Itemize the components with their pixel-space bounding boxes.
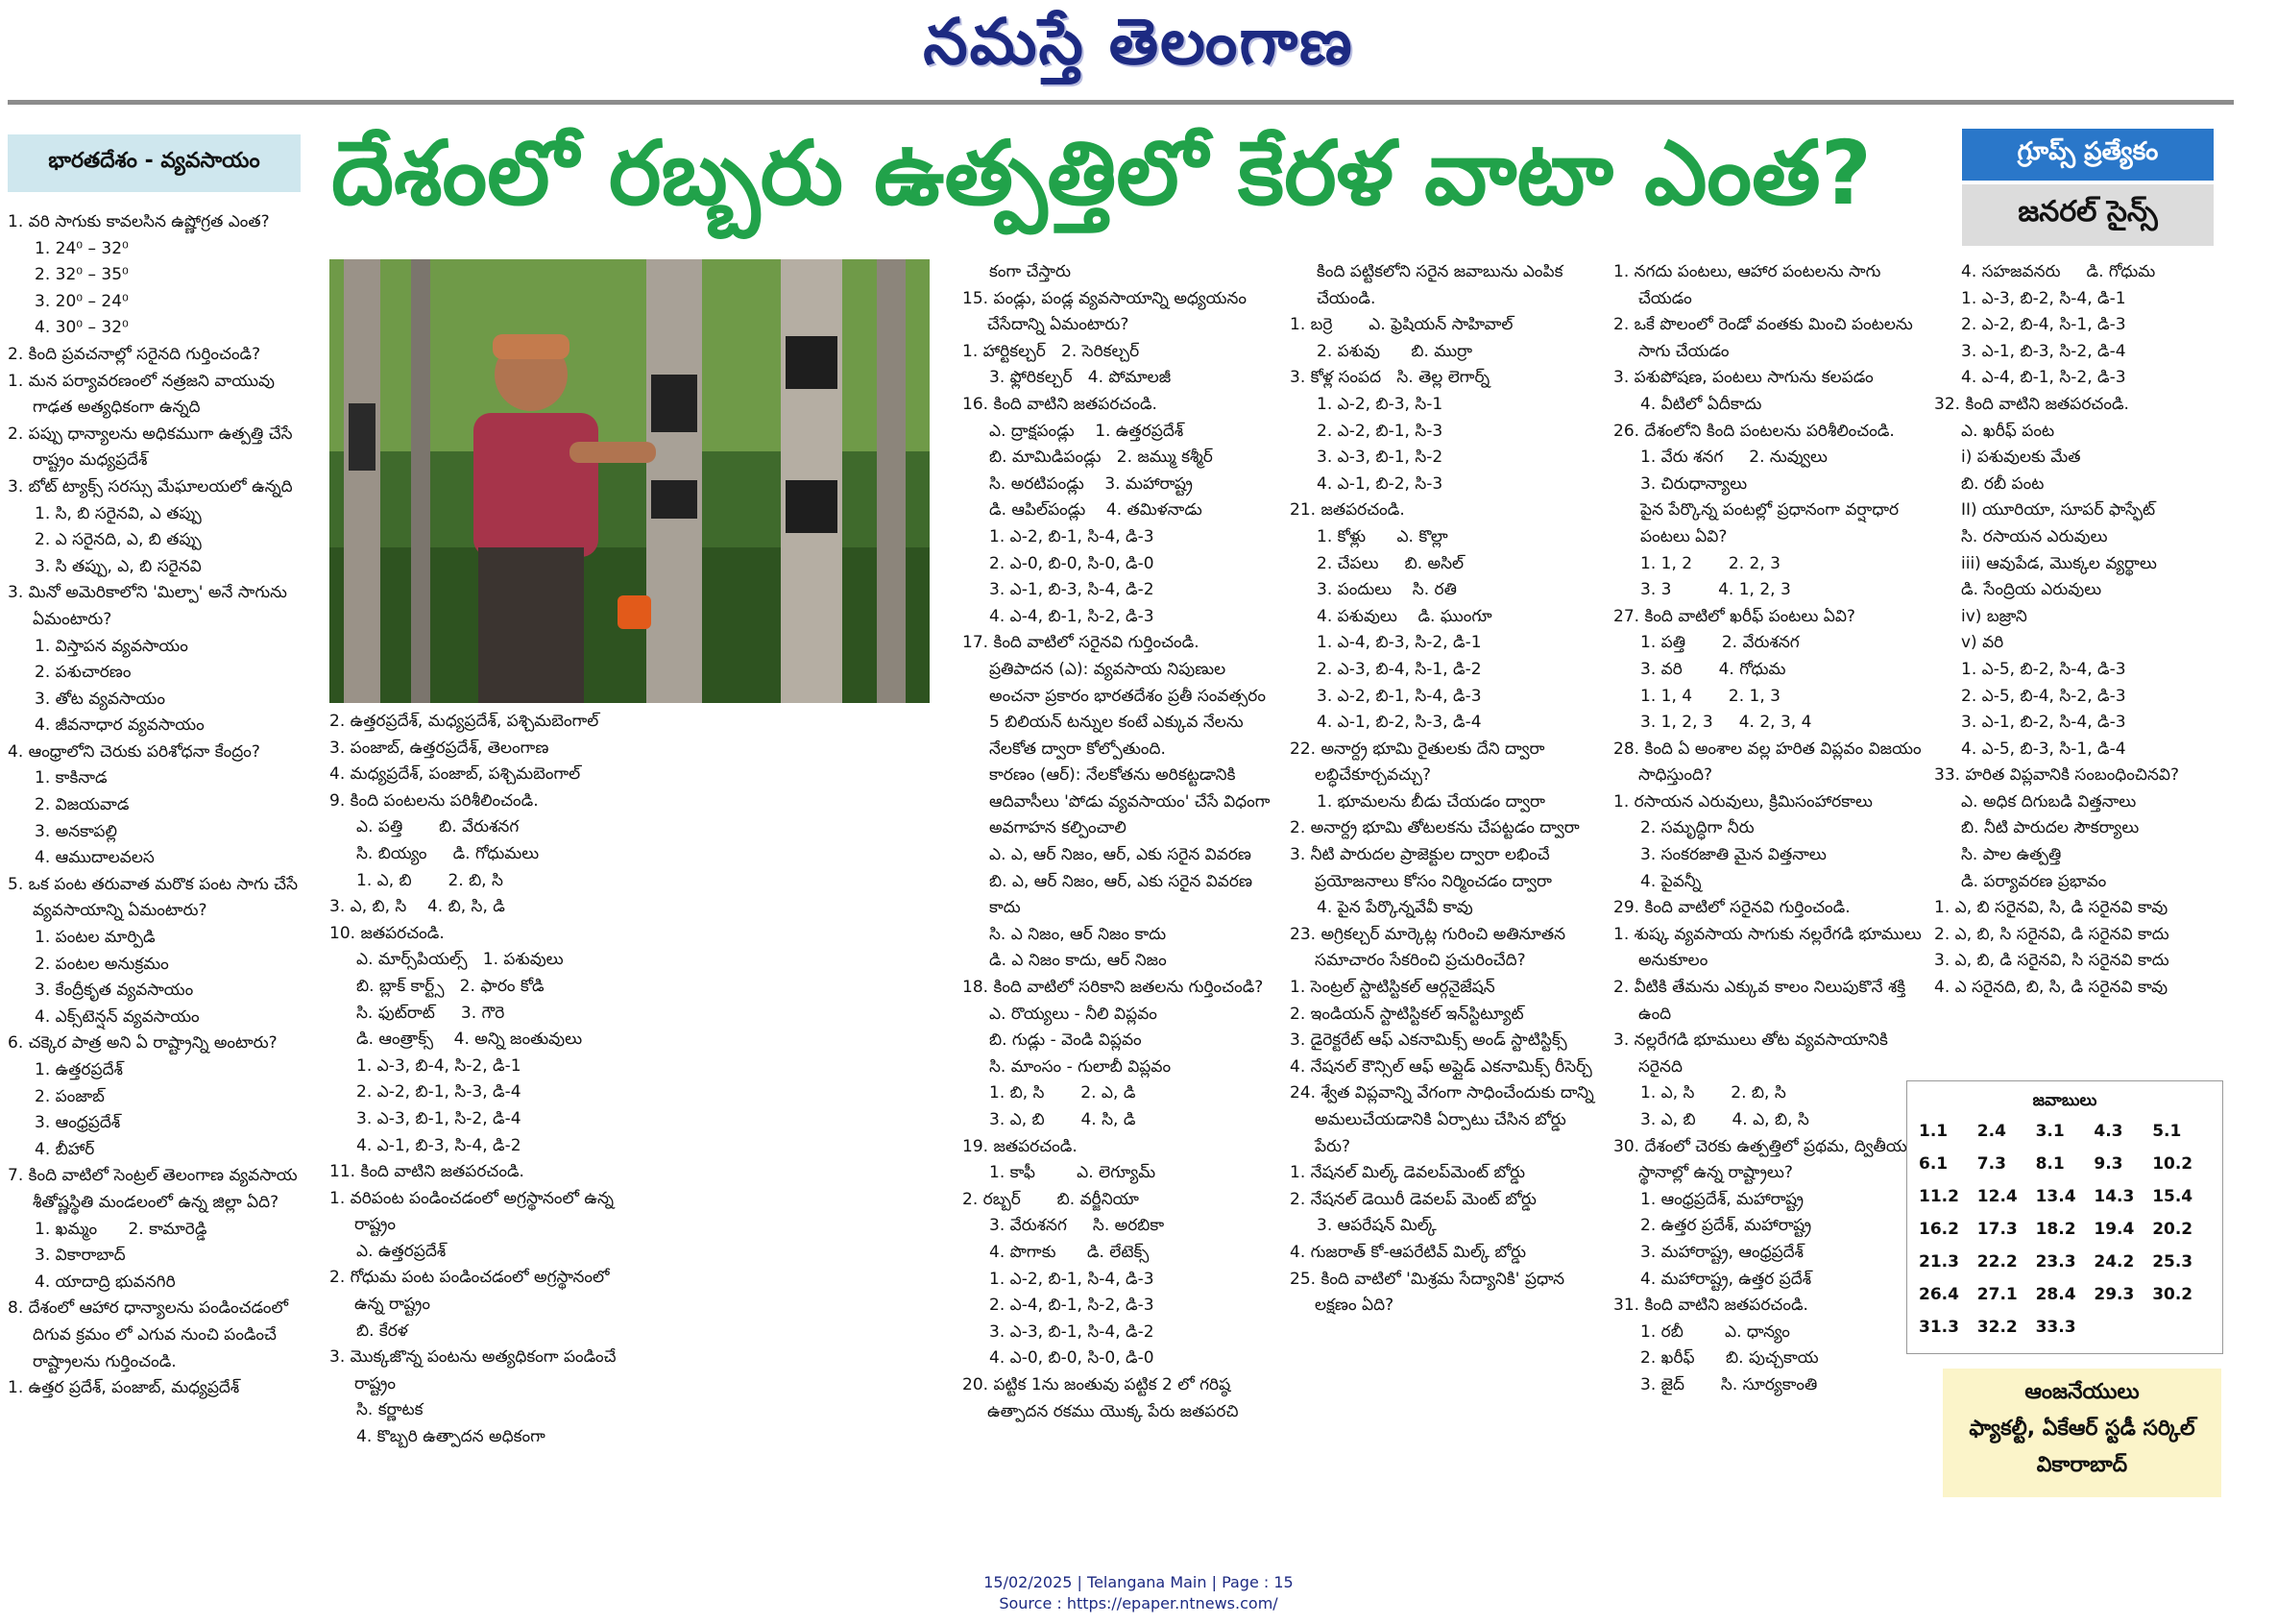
option-text: 1. వేరు శనగ 2. నువ్వులు — [1640, 448, 1828, 468]
author-location: వికారాబాద్ — [2036, 1453, 2128, 1477]
answer-item: 15.4 — [2152, 1187, 2193, 1206]
option-text: 1. సి, బి సరైనవి, ఎ తప్పు — [35, 503, 202, 523]
question-text: 2. అనార్ద్ర భూమి తోటలకను చేపట్టడం ద్వారా — [1290, 818, 1580, 838]
question-text: 3. ఎ, బి, సి 4. బి, సి, డి — [329, 897, 505, 917]
answer-item: 24.2 — [2094, 1252, 2135, 1272]
answer-item: 14.3 — [2094, 1187, 2135, 1206]
option-text: ఎ. అధిక దిగుబడి విత్తనాలు — [1961, 791, 2137, 812]
option-text: 2. ఎ సరైనది, ఎ, బి తప్పు — [35, 530, 202, 550]
option-text: 1. ఎ-3, బి-2, సి-4, డి-1 — [1961, 288, 2126, 308]
question-text: 1. నగదు పంటలు, ఆహార పంటలను సాగు చేయడం — [1613, 262, 1886, 308]
answer-item: 16.2 — [1919, 1220, 1959, 1239]
answer-item: 1.1 — [1919, 1122, 1949, 1141]
option-text: 2. విజయవాడ — [35, 795, 130, 815]
question-text: 4. మధ్యప్రదేశ్, పంజాబ్, పశ్చిమబెంగాల్ — [329, 764, 581, 785]
option-text: 1. పత్తి 2. వేరుశనగ — [1640, 633, 1800, 653]
option-text: పైన పేర్కొన్న పంటల్లో ప్రధానంగా వర్షాధార పంటలు ఏవి? — [1640, 500, 1904, 546]
page-footer — [0, 1572, 2277, 1614]
option-text: 3. 3 4. 1, 2, 3 — [1640, 580, 1791, 600]
answer-item: 5.1 — [2152, 1122, 2182, 1141]
option-text: 2. ఎ-0, బి-0, సి-0, డి-0 — [989, 553, 1154, 573]
option-text: డి. పర్యావరణ ప్రభావం — [1961, 871, 2107, 891]
option-text: 4. సహజవనరు డి. గోధుమ — [1961, 262, 2156, 281]
answer-item: 25.3 — [2152, 1252, 2193, 1272]
question-text: 19. జతపరచండి. — [962, 1136, 1078, 1156]
question-text: 1. హార్టికల్చర్ 2. సెరికల్చర్ — [962, 341, 1140, 361]
question-text: 18. కింది వాటిలో సరికాని జతలను గుర్తించండి? — [962, 978, 1264, 998]
answer-item: 12.4 — [1976, 1187, 2018, 1206]
option-text: 2. ఎ-2, బి-1, సి-3, డి-4 — [356, 1082, 521, 1103]
question-text: 2. వీటికి తేమను ఎక్కువ కాలం నిలుపుకొనే శక్తి ఉంది — [1613, 978, 1911, 1024]
option-text: బి. ఎ, ఆర్ నిజం, ఆర్, ఎకు సరైన వివరణ కాదు — [989, 871, 1258, 918]
author-box — [1943, 1369, 2221, 1497]
question-text: 4. ఆంధ్రాలోని చెరుకు పరిశోధనా కేంద్రం? — [8, 741, 260, 762]
question-text: 1. ఎ, బి సరైనవి, సి, డి సరైనవి కావు — [1934, 898, 2168, 918]
question-text: 1. ఉత్తర ప్రదేశ్, పంజాబ్, మధ్యప్రదేశ్ — [8, 1378, 240, 1398]
option-text: 4. ఎ-1, బి-3, సి-4, డి-2 — [356, 1135, 521, 1155]
option-text: 1. కాకినాడ — [35, 768, 108, 788]
header-rule — [8, 100, 2234, 105]
option-text: 4. వీటిలో ఏదీకాదు — [1640, 394, 1762, 414]
question-text: 2. నేషనల్ డెయిరీ డెవలప్ మెంట్ బోర్డు — [1290, 1189, 1537, 1209]
answer-key-title: జవాబులు — [2032, 1091, 2097, 1110]
option-text: 2. ఎ-2, బి-4, సి-1, డి-3 — [1961, 315, 2126, 335]
option-text: 1. 1, 4 2. 1, 3 — [1640, 686, 1780, 706]
answer-item: 2.4 — [1976, 1122, 2006, 1141]
question-text: 3. డైరెక్టరేట్ ఆఫ్ ఎకనామిక్స్ అండ్ స్టాటిస్టిక్స్ — [1290, 1030, 1567, 1051]
question-text: 2. పప్పు ధాన్యాలను అధికముగా ఉత్పత్తి చేసే రాష్ట్రం మధ్యప్రదేశ్ — [8, 424, 298, 471]
option-text: 3. ఎ-3, బి-1, సి-2, డి-4 — [356, 1108, 521, 1128]
option-text: 4. ఎ-4, బి-1, సి-2, డి-3 — [1961, 368, 2126, 388]
answer-item: 3.1 — [2035, 1122, 2065, 1141]
answer-item: 28.4 — [2035, 1285, 2076, 1304]
question-text: 1. బర్రె ఎ. ఫ్రెషియన్ సాహివాల్ — [1290, 315, 1514, 335]
option-text: 1. కాఫీ ఎ. లెగ్యూమ్ — [989, 1163, 1156, 1183]
answer-item: 29.3 — [2094, 1285, 2135, 1304]
footer-date-line: 15/02/2025 | Telangana Main | Page : 15 — [983, 1573, 1294, 1591]
question-text: 3. నల్లరేగడి భూములు తోట వ్యవసాయానికి సరైనది — [1613, 1030, 1894, 1077]
question-text: 5. ఒక పంట తరువాత మరొక పంట సాగు చేసే వ్యవసాయాన్ని ఏమంటారు? — [8, 874, 303, 921]
option-text: 4. పొగాకు డి. లేటెక్స్ — [989, 1242, 1150, 1262]
question-text: 3. ఎ, బి, డి సరైనవి, సి సరైనవి కాదు — [1934, 951, 2169, 971]
option-text: II) యూరియా, సూపర్ ఫాస్ఫేట్ — [1961, 500, 2156, 521]
answer-item: 26.4 — [1919, 1285, 1959, 1304]
option-text: 1. బి, సి 2. ఎ, డి — [989, 1083, 1136, 1103]
column-5 — [1613, 259, 1930, 1399]
masthead — [0, 0, 2277, 96]
answer-item: 31.3 — [1919, 1318, 1959, 1337]
question-text: 10. జతపరచండి. — [329, 923, 445, 943]
option-text: 4. ఎక్స్‌టెన్షన్ వ్యవసాయం — [35, 1006, 200, 1027]
answer-item: 10.2 — [2152, 1154, 2193, 1174]
option-text: ఎ. రొయ్యలు - నీలి విప్లవం — [989, 1004, 1157, 1024]
answer-item: 4.3 — [2094, 1122, 2123, 1141]
question-text: 11. కింది వాటిని జతపరచండి. — [329, 1162, 524, 1182]
question-text: 2. ఎ, బి, సి సరైనవి, డి సరైనవి కాదు — [1934, 924, 2169, 944]
question-text: 27. కింది వాటిలో ఖరీఫ్ పంటలు ఏవి? — [1613, 606, 1855, 626]
option-text: 3. అనకాపల్లి — [35, 821, 117, 841]
question-text: 21. జతపరచండి. — [1290, 500, 1405, 521]
option-text: 3. ఎ-3, బి-1, సి-2 — [1317, 448, 1443, 468]
column-2 — [329, 709, 637, 1451]
option-text: iii) ఆవుపేడ, మొక్కల వ్యర్థాలు — [1961, 553, 2157, 573]
author-name: ఆంజనేయులు — [2024, 1380, 2140, 1404]
option-text: ఎ. మార్స్‌పియల్స్ 1. పశువులు — [356, 950, 564, 970]
option-text: 4. ఎ-4, బి-1, సి-2, డి-3 — [989, 606, 1154, 626]
question-text: 2. రబ్బర్ బి. వర్జీనియా — [962, 1189, 1140, 1209]
option-text: 3. ఆంధ్రప్రదేశ్ — [35, 1113, 121, 1133]
question-text: 32. కింది వాటిని జతపరచండి. — [1934, 394, 2129, 414]
option-text: 4. కొబ్బరి ఉత్పాదన అధికంగా — [356, 1427, 545, 1447]
option-text: 4. జీవనాధార వ్యవసాయం — [35, 715, 205, 736]
option-text: సి. రసాయన ఎరువులు — [1961, 526, 2108, 546]
option-text: 1. విస్తాపన వ్యవసాయం — [35, 636, 188, 656]
general-science-badge: జనరల్ సైన్స్ — [1962, 184, 2214, 246]
option-text: 2. 32⁰ – 35⁰ — [35, 265, 129, 285]
newspaper-logo: నమస్తే తెలంగాణ — [923, 4, 1354, 79]
option-text: 3. ఎ, బి 4. సి, డి — [989, 1110, 1136, 1129]
option-text: ఎ. పత్తి బి. వేరుశనగ — [356, 817, 520, 837]
option-text: ప్రతిపాదన (ఎ): వ్యవసాయ నిపుణుల అంచనా ప్రకారం భారతదేశం ప్రతీ సంవత్సరం 5 బిలియన్ టన్నుల కంటే ఎక్కువ నేలను నేలకోత ద్వారా కోల్పోతుంది. — [989, 659, 1272, 759]
option-text: డి. ఆపిల్‌పండ్లు 4. తమిళనాడు — [989, 500, 1202, 521]
option-text: 1. ఎ, బి 2. బి, సి — [356, 870, 503, 890]
answer-item: 32.2 — [1976, 1318, 2018, 1337]
option-text: సి. ఫుట్‌రాట్ 3. గౌరె — [356, 1003, 505, 1023]
option-text: 3. ఎ-3, బి-1, సి-4, డి-2 — [989, 1321, 1154, 1342]
question-text: 4. గుజరాత్ కో-ఆపరేటివ్ మిల్క్ బోర్డు — [1290, 1242, 1527, 1262]
option-text: 1. ఆంధ్రప్రదేశ్, మహారాష్ట్ర — [1640, 1189, 1805, 1209]
option-text: 1. ఎ-2, బి-3, సి-1 — [1317, 394, 1443, 414]
option-text: 3. ఆపరేషన్ మిల్క్ — [1317, 1216, 1437, 1236]
answer-item: 7.3 — [1976, 1154, 2006, 1174]
headline: దేశంలో రబ్బరు ఉత్పత్తిలో కేరళ వాటా ఎంత? — [331, 122, 1873, 225]
option-text: 1. కోళ్లు ఎ. కొల్లా — [1317, 526, 1448, 546]
option-text: 1. భూమలను బీడు చేయడం ద్వారా — [1317, 791, 1545, 812]
option-text: 2. ఎ-3, బి-4, సి-1, డి-2 — [1317, 659, 1482, 679]
option-text: v) వరి — [1961, 633, 2004, 653]
option-text: బి. రబీ పంట — [1961, 473, 2045, 494]
option-text: 4. ఆముదాలవలస — [35, 848, 155, 868]
option-text: 3. ఎ-2, బి-1, సి-4, డి-3 — [1317, 686, 1482, 706]
option-text: 4. ఎ-1, బి-2, సి-3 — [1317, 473, 1443, 494]
section-tag: భారతదేశం - వ్యవసాయం — [8, 134, 301, 192]
question-text: 1. సెంట్రల్ స్టాటిస్టికల్ ఆర్గనైజేషన్ — [1290, 978, 1495, 998]
answer-item: 23.3 — [2035, 1252, 2076, 1272]
option-text: 3. జైద్ సి. సూర్యకాంతి — [1640, 1374, 1818, 1394]
option-text: 4. మహారాష్ట్ర, ఉత్తర ప్రదేశ్ — [1640, 1269, 1812, 1289]
rubber-tapping-illustration — [329, 259, 930, 703]
answer-item: 33.3 — [2035, 1318, 2076, 1337]
option-text: 4. పైన పేర్కొన్నవేవీ కావు — [1317, 898, 1473, 918]
option-text: 3. వరి 4. గోధుమ — [1640, 659, 1786, 679]
option-text: 3. 1, 2, 3 4. 2, 3, 4 — [1640, 713, 1812, 733]
question-text: 23. అగ్రికల్చర్ మార్కెట్ల గురించి అతినూతన సమాచారం సేకరించి ప్రచురించేది? — [1290, 924, 1571, 971]
option-text: 3. కేంద్రీకృత వ్యవసాయం — [35, 981, 194, 1001]
option-text: 3. సి తప్పు, ఎ, బి సరైనవి — [35, 556, 202, 576]
option-text: 1. ఎ-2, బి-1, సి-4, డి-3 — [989, 526, 1154, 546]
option-text: 1. పంటల మార్పిడి — [35, 928, 156, 948]
option-text: 3. ఎ-1, బి-3, సి-4, డి-2 — [989, 580, 1154, 600]
column-3 — [962, 259, 1275, 1425]
question-text: 3. బోట్ ట్యాక్స్ సరస్సు మేఘాలయలో ఉన్నది — [8, 476, 293, 497]
question-text: 33. హరిత విప్లవానికి సంబంధించినవి? — [1934, 765, 2179, 786]
option-text: సి. అరటిపండ్లు 3. మహారాష్ట్ర — [989, 473, 1193, 494]
option-text: 2. ఎ-4, బి-1, సి-2, డి-3 — [989, 1296, 1154, 1316]
question-text: 3. పశుపోషణ, పంటలు సాగును కలపడం — [1613, 368, 1874, 388]
option-text: ఎ. ఎ, ఆర్ నిజం, ఆర్, ఎకు సరైన వివరణ — [989, 845, 1251, 865]
option-text: కంగా చేస్తారు — [989, 262, 1071, 281]
option-text: సి. కర్ణాటక — [356, 1400, 424, 1420]
question-text: 8. దేశంలో ఆహార ధాన్యాలను పండించడంలో దిగువ క్రమం లో ఎగువ నుంచి పండించే రాష్ట్రాలను గుర్తించండి. — [8, 1298, 294, 1371]
question-text: 1. శుష్క వ్యవసాయ సాగుకు నల్లరేగడి భూములు అనుకూలం — [1613, 924, 1927, 971]
option-text: 1. ఎ, సి 2. బి, సి — [1640, 1083, 1786, 1103]
option-text: బి. మామిడిపండ్లు 2. జమ్ము కశ్మీర్ — [989, 448, 1213, 468]
column-6 — [1934, 259, 2237, 1002]
option-text: ఎ. ఖరీఫ్ పంట — [1961, 421, 2055, 441]
footer-source-line: Source : https://epaper.ntnews.com/ — [999, 1594, 1278, 1612]
option-text: 3. వికారాబాద్ — [35, 1246, 126, 1266]
question-text: 2. గోధుమ పంట పండించడంలో అగ్రస్థానంలో ఉన్న రాష్ట్రం — [329, 1268, 615, 1315]
option-text: 4. 30⁰ – 32⁰ — [35, 318, 129, 338]
answer-item: 27.1 — [1976, 1285, 2018, 1304]
answer-item: 22.2 — [1976, 1252, 2018, 1272]
answer-item: 17.3 — [1976, 1220, 2018, 1239]
question-text: 4. ఎ సరైనది, బి, సి, డి సరైనవి కావు — [1934, 978, 2168, 998]
option-text: బి. బ్లాక్ కార్ట్స్ 2. ఫారం కోడి — [356, 976, 545, 996]
option-text: 3. వేరుశనగ సి. అరబికా — [989, 1216, 1165, 1236]
question-text: 3. మినో అమెరికాలోని 'మిల్పా' అనే సాగును ఏమంటారు? — [8, 583, 293, 629]
option-text: 3. ఫ్లోరికల్చర్ 4. పోమాలజీ — [989, 368, 1172, 388]
answer-item: 20.2 — [2152, 1220, 2193, 1239]
option-text: 1. ఉత్తరప్రదేశ్ — [35, 1060, 123, 1079]
option-text: సి. మాంసం - గులాబీ విప్లవం — [989, 1056, 1172, 1077]
answer-item: 11.2 — [1919, 1187, 1959, 1206]
option-text: 3. తోట వ్యవసాయం — [35, 689, 165, 709]
option-text: 4. ఎ-5, బి-3, సి-1, డి-4 — [1961, 739, 2126, 759]
question-text: 2. ఉత్తరప్రదేశ్, మధ్యప్రదేశ్, పశ్చిమబెంగాల్ — [329, 712, 599, 731]
answer-item: 30.2 — [2152, 1285, 2193, 1304]
option-text: బి. కేరళ — [356, 1321, 408, 1341]
column-4 — [1290, 259, 1607, 1320]
question-text: 3. మొక్కజొన్న పంటను అత్యధికంగా పండించే రాష్ట్రం — [329, 1347, 621, 1394]
option-text: డి. ఎ నిజం కాదు, ఆర్ నిజం — [989, 951, 1167, 971]
option-text: 3. ఎ-1, బి-2, సి-4, డి-3 — [1961, 713, 2126, 733]
question-text: 15. పండ్లు, పండ్ల వ్యవసాయాన్ని అధ్యయనం చేసేదాన్ని ఏమంటారు? — [962, 288, 1252, 335]
option-text: సి. బియ్యం డి. గోధుమలు — [356, 843, 540, 863]
option-text: 3. చిరుధాన్యాలు — [1640, 473, 1748, 494]
option-text: కింది పట్టికలోని సరైన జవాబును ఎంపిక చేయండి. — [1317, 262, 1568, 308]
option-text: 4. ఎ-0, బి-0, సి-0, డి-0 — [989, 1348, 1154, 1369]
answer-item: 8.1 — [2035, 1154, 2065, 1174]
option-text: 2. సమృద్ధిగా నీరు — [1640, 818, 1755, 838]
question-text: 3. పంజాబ్, ఉత్తరప్రదేశ్, తెలంగాణ — [329, 738, 549, 758]
question-text: 30. దేశంలో చెరకు ఉత్పత్తిలో ప్రథమ, ద్వితీయ స్థానాల్లో ఉన్న రాష్ట్రాలు? — [1613, 1136, 1913, 1183]
question-text: 1. రసాయన ఎరువులు, క్రిమిసంహారకాలు — [1613, 791, 1873, 812]
option-text: 2. పంజాబ్ — [35, 1086, 105, 1106]
option-text: iv) బజ్రాని — [1961, 606, 2027, 626]
option-text: 2. ఉత్తర ప్రదేశ్, మహారాష్ట్ర — [1640, 1216, 1812, 1236]
option-text: 4. పైవన్నీ — [1640, 871, 1702, 891]
answer-item: 21.3 — [1919, 1252, 1959, 1272]
option-text: 3. ఎ-1, బి-3, సి-2, డి-4 — [1961, 341, 2126, 361]
question-text: 31. కింది వాటిని జతపరచండి. — [1613, 1296, 1808, 1316]
option-text: 1. ఖమ్మం 2. కామారెడ్డి — [35, 1219, 207, 1239]
answer-item: 9.3 — [2094, 1154, 2123, 1174]
option-text: బి. గుడ్లు - వెండి విప్లవం — [989, 1030, 1142, 1051]
question-text: 1. వరి సాగుకు కావలసిన ఉష్ణోగ్రత ఎంత? — [8, 212, 270, 231]
option-text: 2. పశుచారణం — [35, 663, 132, 683]
question-text: 7. కింది వాటిలో సెంట్రల్ తెలంగాణ వ్యవసాయ శీతోష్ణస్థితి మండలంలో ఉన్న జిల్లా ఏది? — [8, 1166, 303, 1212]
option-text: డి. సేంద్రియ ఎరువులు — [1961, 580, 2102, 600]
question-text: 20. పట్టిక 1ను జంతువు పట్టిక 2 లో గరిష్ఠ ఉత్పాదన రకము యొక్క పేరు జతపరచి — [962, 1374, 1239, 1421]
option-text: 4. ఎ-1, బి-2, సి-3, డి-4 — [1317, 713, 1482, 733]
option-text: బి. నీటి పారుదల సౌకర్యాలు — [1961, 818, 2140, 838]
option-text: 3. మహారాష్ట్ర, ఆంధ్రప్రదేశ్ — [1640, 1242, 1805, 1262]
question-text: 2. కింది ప్రవచనాల్లో సరైనది గుర్తించండి? — [8, 344, 261, 364]
question-text: 28. కింది ఏ అంశాల వల్ల హరిత విప్లవం విజయం సాధిస్తుంది? — [1613, 739, 1926, 786]
answer-item: 18.2 — [2035, 1220, 2076, 1239]
option-text: సి. పాల ఉత్పత్తి — [1961, 845, 2062, 865]
question-text: 29. కింది వాటిలో సరైనవి గుర్తించండి. — [1613, 898, 1851, 918]
author-affiliation: ఫ్యాకల్టీ, ఏకేఆర్ స్టడీ సర్కిల్ — [1969, 1417, 2195, 1441]
option-text: కారణం (ఆర్): నేలకోతను అరికట్టడానికి ఆదివాసీలు 'పోడు వ్యవసాయం' చేసే విధంగా అవగాహన కల్పించాలి — [989, 765, 1275, 838]
answer-item: 19.4 — [2094, 1220, 2135, 1239]
option-text: 2. పంటల అనుక్రమం — [35, 954, 169, 974]
question-text: 3. కోళ్ల సంపద సి. తెల్ల లెగార్న్ — [1290, 368, 1490, 388]
option-text: 1. ఎ-4, బి-3, సి-2, డి-1 — [1317, 633, 1482, 653]
option-text: 4. బీహార్ — [35, 1139, 95, 1159]
option-text: 1. రబీ ఎ. ధాన్యం — [1640, 1321, 1790, 1342]
option-text: ఎ. ద్రాక్షపండ్లు 1. ఉత్తరప్రదేశ్ — [989, 421, 1184, 441]
question-text: 2. ఇండియన్ స్టాటిస్టికల్ ఇన్‌స్టిట్యూట్ — [1290, 1004, 1524, 1024]
question-text: 1. మన పర్యావరణంలో నత్రజని వాయువు గాఢత అత్యధికంగా ఉన్నది — [8, 371, 280, 418]
answer-item: 6.1 — [1919, 1154, 1949, 1174]
question-text: 1. వరిపంట పండించడంలో అగ్రస్థానంలో ఉన్న రాష్ట్రం — [329, 1188, 619, 1235]
option-text: 4. యాదాద్రి భువనగిరి — [35, 1272, 176, 1292]
option-text: 1. ఎ-3, బి-4, సి-2, డి-1 — [356, 1055, 521, 1076]
option-text: i) పశువులకు మేత — [1961, 448, 2081, 468]
option-text: 3. ఎ, బి 4. ఎ, బి, సి — [1640, 1110, 1809, 1129]
option-text: 1. 24⁰ – 32⁰ — [35, 238, 129, 258]
option-text: 4. పశువులు డి. ఘుంగూ — [1317, 606, 1492, 626]
question-text: 4. నేషనల్ కౌన్సిల్ ఆఫ్ అప్లైడ్ ఎకనామిక్స్ రీసెర్చ్ — [1290, 1056, 1592, 1077]
column-1 — [8, 209, 305, 1402]
option-text: సి. ఎ నిజం, ఆర్ నిజం కాదు — [989, 924, 1167, 944]
question-text: 2. ఒకే పొలంలో రెండో వంతకు మించి పంటలను సాగు చేయడం — [1613, 315, 1919, 361]
question-text: 26. దేశంలోని కింది పంటలను పరిశీలించండి. — [1613, 421, 1895, 441]
rubber-tapping-photo — [329, 259, 930, 703]
answer-key-grid — [1907, 1122, 2222, 1337]
answer-key-box — [1906, 1080, 2223, 1354]
answer-item: 13.4 — [2035, 1187, 2076, 1206]
question-text: 6. చక్కెర పాత్ర అని ఏ రాష్ట్రాన్ని అంటారు? — [8, 1033, 278, 1054]
question-text: 1. నేషనల్ మిల్క్ డెవలప్‌మెంట్ బోర్డు — [1290, 1163, 1526, 1183]
option-text: 3. 20⁰ – 24⁰ — [35, 291, 129, 311]
option-text: 3. సంకరజాతి మైన విత్తనాలు — [1640, 845, 1827, 865]
option-text: 2. ఖరీఫ్ బి. పుచ్చకాయ — [1640, 1348, 1819, 1369]
option-text: ఎ. ఉత్తరప్రదేశ్ — [356, 1241, 447, 1261]
question-text: 3. నీటి పారుదల ప్రాజెక్టుల ద్వారా లభించే ప్రయోజనాలు కోసం నిర్మించడం ద్వారా — [1290, 845, 1556, 891]
groups-special-badge: గ్రూప్స్ ప్రత్యేకం — [1962, 129, 2214, 181]
option-text: 2. ఎ-5, బి-4, సి-2, డి-3 — [1961, 686, 2126, 706]
option-text: డి. ఆంత్రాక్స్ 4. అన్ని జంతువులు — [356, 1030, 583, 1050]
option-text: 3. పందులు సి. రతి — [1317, 580, 1457, 600]
option-text: 2. ఎ-2, బి-1, సి-3 — [1317, 421, 1443, 441]
option-text: 1. 1, 2 2. 2, 3 — [1640, 553, 1780, 573]
option-text: 1. ఎ-5, బి-2, సి-4, డి-3 — [1961, 659, 2126, 679]
question-text: 25. కింది వాటిలో 'మిశ్రమ సేద్యానికి' ప్రధాన లక్షణం ఏది? — [1290, 1269, 1570, 1316]
question-text: 16. కింది వాటిని జతపరచండి. — [962, 394, 1157, 414]
option-text: 2. చేపలు బి. అసిల్ — [1317, 553, 1465, 573]
option-text: 1. ఎ-2, బి-1, సి-4, డి-3 — [989, 1269, 1154, 1289]
question-text: 22. అనార్ద్ర భూమి రైతులకు దేని ద్వారా లబ్ధిచేకూర్చవచ్చు? — [1290, 739, 1550, 786]
question-text: 24. శ్వేత విప్లవాన్ని వేగంగా సాధించేందుకు దాన్ని అమలుచేయడానికి ఏర్పాటు చేసిన బోర్డు పేరు? — [1290, 1083, 1600, 1156]
question-text: 9. కింది పంటలను పరిశీలించండి. — [329, 790, 539, 811]
question-text: 17. కింది వాటిలో సరైనవి గుర్తించండి. — [962, 633, 1199, 653]
option-text: 2. పశువు బి. ముర్రా — [1317, 341, 1473, 361]
